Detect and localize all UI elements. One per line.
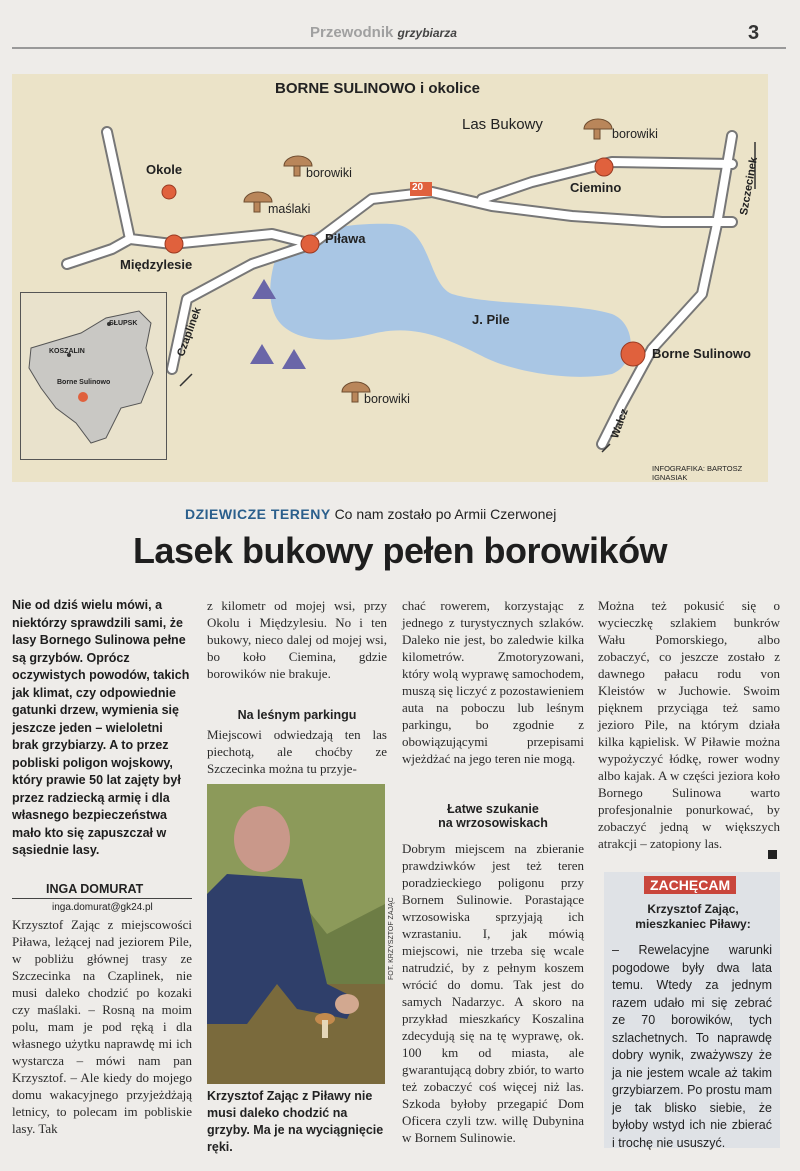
photo-credit: FOT. KRZYSZTOF ZAJĄC (388, 897, 395, 980)
triangle-icon (282, 349, 306, 369)
triangle-icon (250, 344, 274, 364)
label-ciemino: Ciemino (570, 180, 622, 195)
col2-top: z kilometr od mojej wsi, przy Okolu i Międzylesiu. No i ten bukowy, nieco dalej od mojej wsi, bo koło Ciemina, gdzie borowików nie brakuje. (207, 598, 387, 681)
label-mushroom: maślaki (268, 202, 311, 216)
author: INGA DOMURAT (46, 882, 144, 896)
town-ciemino-marker (595, 158, 613, 176)
label-walcz: Wałcz (609, 407, 631, 441)
label-mushroom: borowiki (306, 166, 352, 180)
sidebar-heading: Krzysztof Zając, mieszkaniec Piławy: (635, 902, 751, 931)
label-borne-sulinowo: Borne Sulinowo (652, 346, 751, 361)
byline-rule (12, 898, 192, 899)
col3-top: chać rowerem, korzystając z jednego z turystycznych szlaków. Daleko nie jest, bo zaledwie kilka kilometrów. Zmotoryzowani, który wolą wyprawę samochodem, muszą się liczyć z pozostawieniem auta na poboczu lub leśnym parkingu, bo zgodnie z obowiązującymi przepisami wjeżdżać na jego teren nie mogą. (402, 598, 584, 766)
photo (207, 784, 385, 1084)
town-miedzylesie-marker (165, 235, 183, 253)
header-rule (12, 47, 786, 49)
author-email: inga.domurat@gk24.pl (52, 902, 153, 913)
inset-region-drawing (21, 293, 166, 459)
subhead-heath: Łatwe szukanie na wrzosowiskach (438, 802, 548, 830)
col2-after: Miejscowi odwiedzają ten las piechotą, ale choćby ze Szczecinka można tu przyje- (207, 727, 387, 776)
page-number: 3 (748, 22, 760, 44)
label-lake: J. Pile (472, 312, 510, 327)
inset-map (20, 292, 167, 460)
label-pilawa: Piława (325, 231, 366, 246)
end-mark (768, 850, 777, 859)
col3-after: Dobrym miejscem na zbieranie prawdziwków jest też teren poradzieckiego poligonu przy Bornem Sulinowie. Porastające wrzosowiska sprzyjają ich wzrastaniu. I, jak mówią miejscowi, nie trzeba się wcale natrudzić, by z pełnym koszem wrócić do domu. Tak jest do samych Nadarzyc. A skoro na przykład mieszkańcy Koszalina zdecydują się na tę wyprawę, ok. 100 km od miasta, ale gwarantującą dobry zbiór, to warto też zobaczyć coś więcej niż las. Szkoda byłoby przegapić Dom Oficera czyli tzw. willę Dubynina w Bornem Sulinowie. (402, 841, 584, 1145)
map-title: BORNE SULINOWO i okolice (275, 80, 481, 97)
photo-illustration (207, 784, 385, 1084)
label-mushroom: borowiki (612, 127, 658, 141)
lead-paragraph: Nie od dziś wielu mówi, a niektórzy sprawdzili sami, że lasy Bornego Sulinowa pełne są grzybów. Oprócz oczywistych powodów, takich jak klimat, czy odpowiednie gatunki drzew, wymienia się jeszcze jeden – wieloletni brak grzybiarzy. A to przez pobliski poligon wojskowy, który prawie 50 lat zajęty był przez radziecką armię i dla własnego bezpieczeństwa mało kto się zapuszczał w sąsiednie lasy. (12, 598, 190, 857)
headline: Lasek bukowy pełen borowików (132, 530, 668, 571)
section-title: Przewodnik grzybiarza (310, 24, 457, 41)
road-20-label: 20 (412, 182, 424, 193)
arrow-czaplinek-icon (180, 374, 192, 386)
label-okole: Okole (146, 162, 183, 177)
map-credit: INFOGRAFIKA: BARTOSZ IGNASIAK (652, 464, 743, 482)
kicker: DZIEWICZE TERENY Co nam zostało po Armii Czerwonej (185, 506, 557, 522)
town-borne-marker (621, 342, 645, 366)
label-miedzylesie: Międzylesie (120, 257, 193, 272)
town-okole-marker (162, 185, 176, 199)
col1-body: Krzysztof Zając z miejscowości Piława, leżącej nad jeziorem Pile, w pobliżu głównej trasy ze Szczecinka na Czaplinek, nie musi daleko chodzić po kozaki czy maślaki. – Rosną na moim polu, mam je pod ręką i dla własnego użytku naprawdę mi ich wystarcza – mówi nam pan Krzysztof. – Ale kiedy do mojego domu wakacyjnego przyjeżdżają letnicy, to polecam im pobliskie lasy. Tak (12, 917, 192, 1136)
label-czaplinek: Czaplinek (175, 305, 204, 359)
inset-label-slupsk: SŁUPSK (109, 320, 138, 327)
label-szczecinek: Szczecinek (738, 156, 761, 217)
photo-caption: Krzysztof Zając z Piławy nie musi daleko chodzić na grzyby. Ma je na wyciągnięcie ręki. (207, 1089, 384, 1154)
inset-label-koszalin: KOSZALIN (49, 348, 85, 355)
label-mushroom: borowiki (364, 392, 410, 406)
subhead-parking: Na leśnym parkingu (237, 708, 357, 722)
lake-pile (270, 224, 631, 377)
mushroom-icon (584, 119, 612, 139)
label-las-bukowy: Las Bukowy (462, 116, 543, 133)
inset-label-borne: Borne Sulinowo (57, 379, 111, 386)
sidebar-quote: – Rewelacyjne warunki pogodowe były dwa lata temu. Wtedy za jednym razem udało mi się zebrać ze 70 borowików, tych szlachetnych. To naprawdę dobry wynik, zważywszy że ja nie jestem wcale aż takim grzybiarzem. Po prostu mam je tak blisko siebie, że byłoby wstyd ich nie zbierać i trochę nie ususzyć. (612, 943, 772, 1150)
town-pilawa-marker (301, 235, 319, 253)
col4-body: Można też pokusić się o wycieczkę szlakiem bunkrów Wału Pomorskiego, albo zobaczyć, co jeszcze zostało z dawnego pałacu rodu von Kleistów w Juchowie. Swoim pięknem przyciąga też samo jezioro Pile, na którym działa kilka kąpielisk. W Piławie można wypożyczyć łódkę, rower wodny albo kajak. A w części jeziora koło Bornego Sulinowa warto profesjonalnie ponurkować, by zobaczyć jedną w większych atrakcji – zatopiony las. (598, 598, 780, 851)
sidebar-badge: ZACHĘCAM (644, 876, 736, 894)
